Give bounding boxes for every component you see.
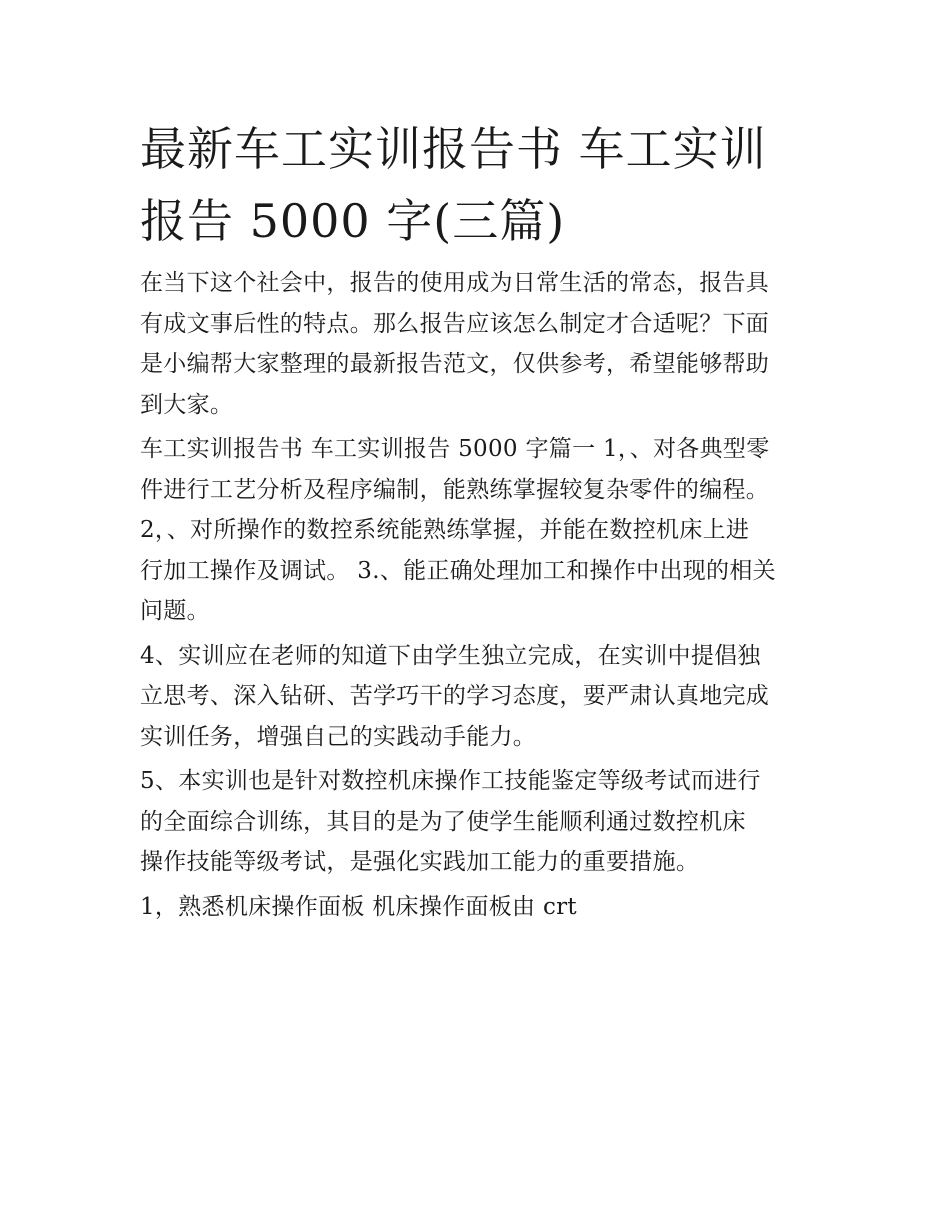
intro-paragraph <box>140 263 820 425</box>
document-body <box>140 113 820 931</box>
text-line: 有成文事后性的特点。那么报告应该怎么制定才合适呢？下面 <box>140 310 770 337</box>
text-line: 2，、对所操作的数控系统能熟练掌握，并能在数控机床上进 <box>140 517 750 543</box>
text-line: 行加工操作及调试。 3.、能正确处理加工和操作中出现的相关 <box>140 557 776 584</box>
text-line: 1，熟悉机床操作面板 机床操作面板由 crt <box>140 893 577 920</box>
text-line: 5、本实训也是针对数控机床操作工技能鉴定等级考试而进行 <box>140 768 761 794</box>
text-line: 是小编帮大家整理的最新报告范文，仅供参考，希望能够帮助 <box>140 351 770 377</box>
text-line: 4、实训应在老师的知道下由学生独立完成，在实训中提倡独 <box>140 642 761 669</box>
text-line: 的全面综合训练，其目的是为了使学生能顺利通过数控机床 <box>140 808 746 835</box>
document-title <box>140 113 820 257</box>
text-line: 车工实训报告书 车工实训报告 5000 字篇一 1，、对各典型零 <box>140 436 770 462</box>
section-paragraph <box>140 429 820 632</box>
title-line: 最新车工实训报告书 车工实训 <box>140 122 767 176</box>
text-line: 问题。 <box>140 598 210 624</box>
text-line: 操作技能等级考试，是强化实践加工能力的重要措施。 <box>140 849 700 875</box>
item-4-paragraph <box>140 636 820 758</box>
text-line: 件进行工艺分析及程序编制，能熟练掌握较复杂零件的编程。 <box>140 476 770 503</box>
text-line: 在当下这个社会中，报告的使用成为日常生活的常态，报告具 <box>140 270 770 296</box>
text-line: 实训任务，增强自己的实践动手能力。 <box>140 723 537 750</box>
operation-panel-paragraph <box>140 887 820 928</box>
title-line: 报告 5000 字(三篇) <box>140 194 566 248</box>
item-5-paragraph <box>140 761 820 883</box>
text-line: 立思考、深入钻研、苦学巧干的学习态度，要严肃认真地完成 <box>140 683 770 709</box>
text-line: 到大家。 <box>140 391 234 418</box>
